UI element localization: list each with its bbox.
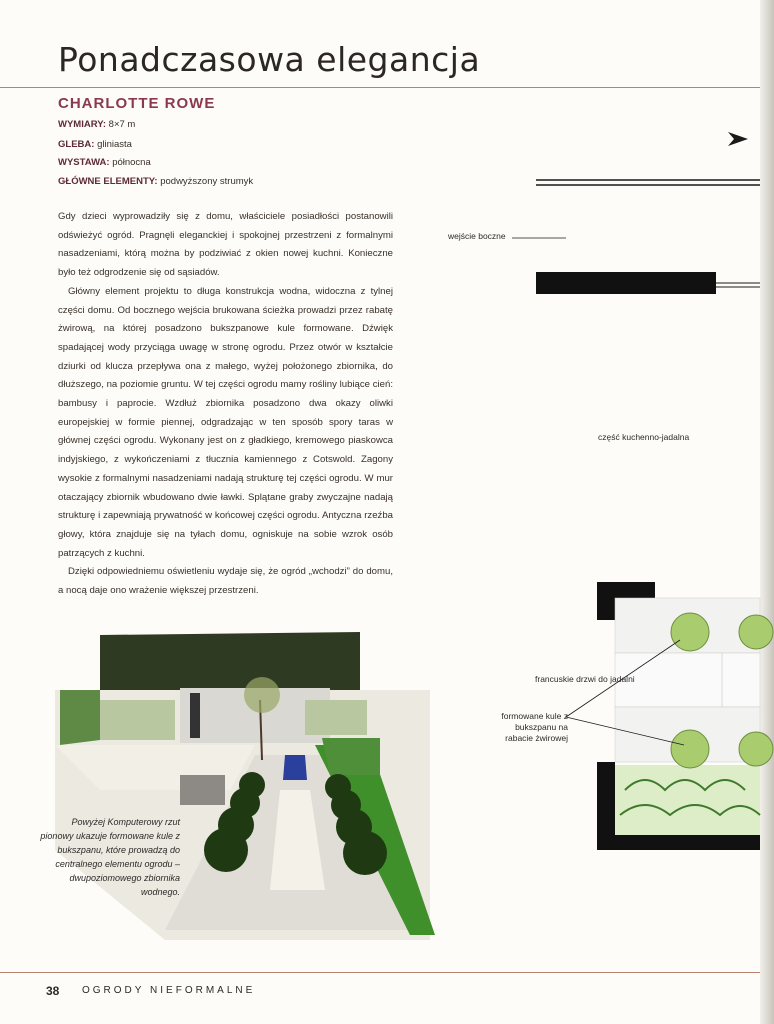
label-french-doors: francuskie drzwi do jadalni <box>535 674 635 684</box>
spec-label: GLEBA: <box>58 139 95 150</box>
paragraph: Gdy dzieci wyprowadziły się z domu, właściciele posiadłości postanowili odświeżyć ogród. Pragnęli eleganckiej i spokojnej przestrzeni z formalnymi nasadzeniami, którą można by podziwiać z okien nowej kuchni. Konieczne było też odgrodzenie się od sąsiadów. <box>58 211 393 279</box>
footer-divider <box>0 972 760 973</box>
water-channel <box>283 755 307 780</box>
box-ball <box>739 732 773 766</box>
paragraph: Dzięki odpowiedniemu oświetleniu wydaje się, że ogród „wchodzi” do domu, a nocą daje ono wrażenie większej przestrzeni. <box>58 566 393 597</box>
spec-label: WYSTAWA: <box>58 157 110 168</box>
box-ball <box>671 613 709 651</box>
box-ball <box>671 730 709 768</box>
page-title: Ponadczasowa elegancja <box>58 40 481 79</box>
north-arrow-icon <box>728 132 748 146</box>
spec-value: podwyższony strumyk <box>160 176 254 187</box>
stone-block <box>180 775 225 805</box>
image-caption: Powyżej Komputerowy rzut pionowy ukazuje formowane kule z bukszpanu, które prowadzą do centralnego elementu ogrodu – dwupoziomowego zbiornika wodnego. <box>40 817 180 897</box>
hedge-wall <box>100 632 360 690</box>
running-title: OGRODY NIEFORMALNE <box>82 985 256 996</box>
label-kitchen-dining: część kuchenno-jadalna <box>598 432 690 442</box>
paragraph: Główny element projektu to długa konstrukcja wodna, widoczna z tylnej części domu. Od bocznego wejścia brukowana ścieżka prowadzi przez rabatę żwirową, na której posadzono bukszpanowe kule formowane. Dźwięk spadającej wody przyciąga uwagę w stronę ogrodu. Przez otwór w kształcie dziurki od klucza przepływa ona z małego, wyżej położonego zbiornika, do dłuższego, na poziomie gruntu. W tej części ogrodu mamy rośliny lubiące cień: bambusy i paprocie. Wzdłuż zbiornika posadzono dwa okazy oliwki europejskiej w formie piennej, odgradzając w ten sposób spory taras w głównej części ogrodu. Wykonany jest on z gładkiego, kremowego piaskowca indyjskiego, z wykończeniami z tłucznia kamiennego z Cotswold. Zagony wysokie z formalnymi nasadzeniami nadają strukturę tej części ogrodu. W mur otaczający zbiornik wbudowano dwie ławki. Splątane graby zwyczajne nadają strukturę i zapewniają prywatność w końcowej części ogrodu. Antyczna rzeźba głowy, która znajduje się na tyłach domu, ogniskuje na sobie wzrok osób patrzących z kuchni. <box>58 285 393 559</box>
spec-label: GŁÓWNE ELEMENTY: <box>58 176 158 187</box>
spec-value: 8×7 m <box>108 119 136 130</box>
label-side-entrance: wejście boczne <box>448 231 506 241</box>
spec-label: WYMIARY: <box>58 119 107 130</box>
label-box-balls: formowane kule z bukszpanu na rabacie żwirowej <box>501 711 568 743</box>
page-number: 38 <box>46 984 60 998</box>
designer-name: CHARLOTTE ROWE <box>58 95 216 112</box>
box-ball <box>739 615 773 649</box>
spec-value: północna <box>112 157 151 168</box>
spec-value: gliniasta <box>97 139 132 150</box>
wall-segment <box>536 272 716 294</box>
